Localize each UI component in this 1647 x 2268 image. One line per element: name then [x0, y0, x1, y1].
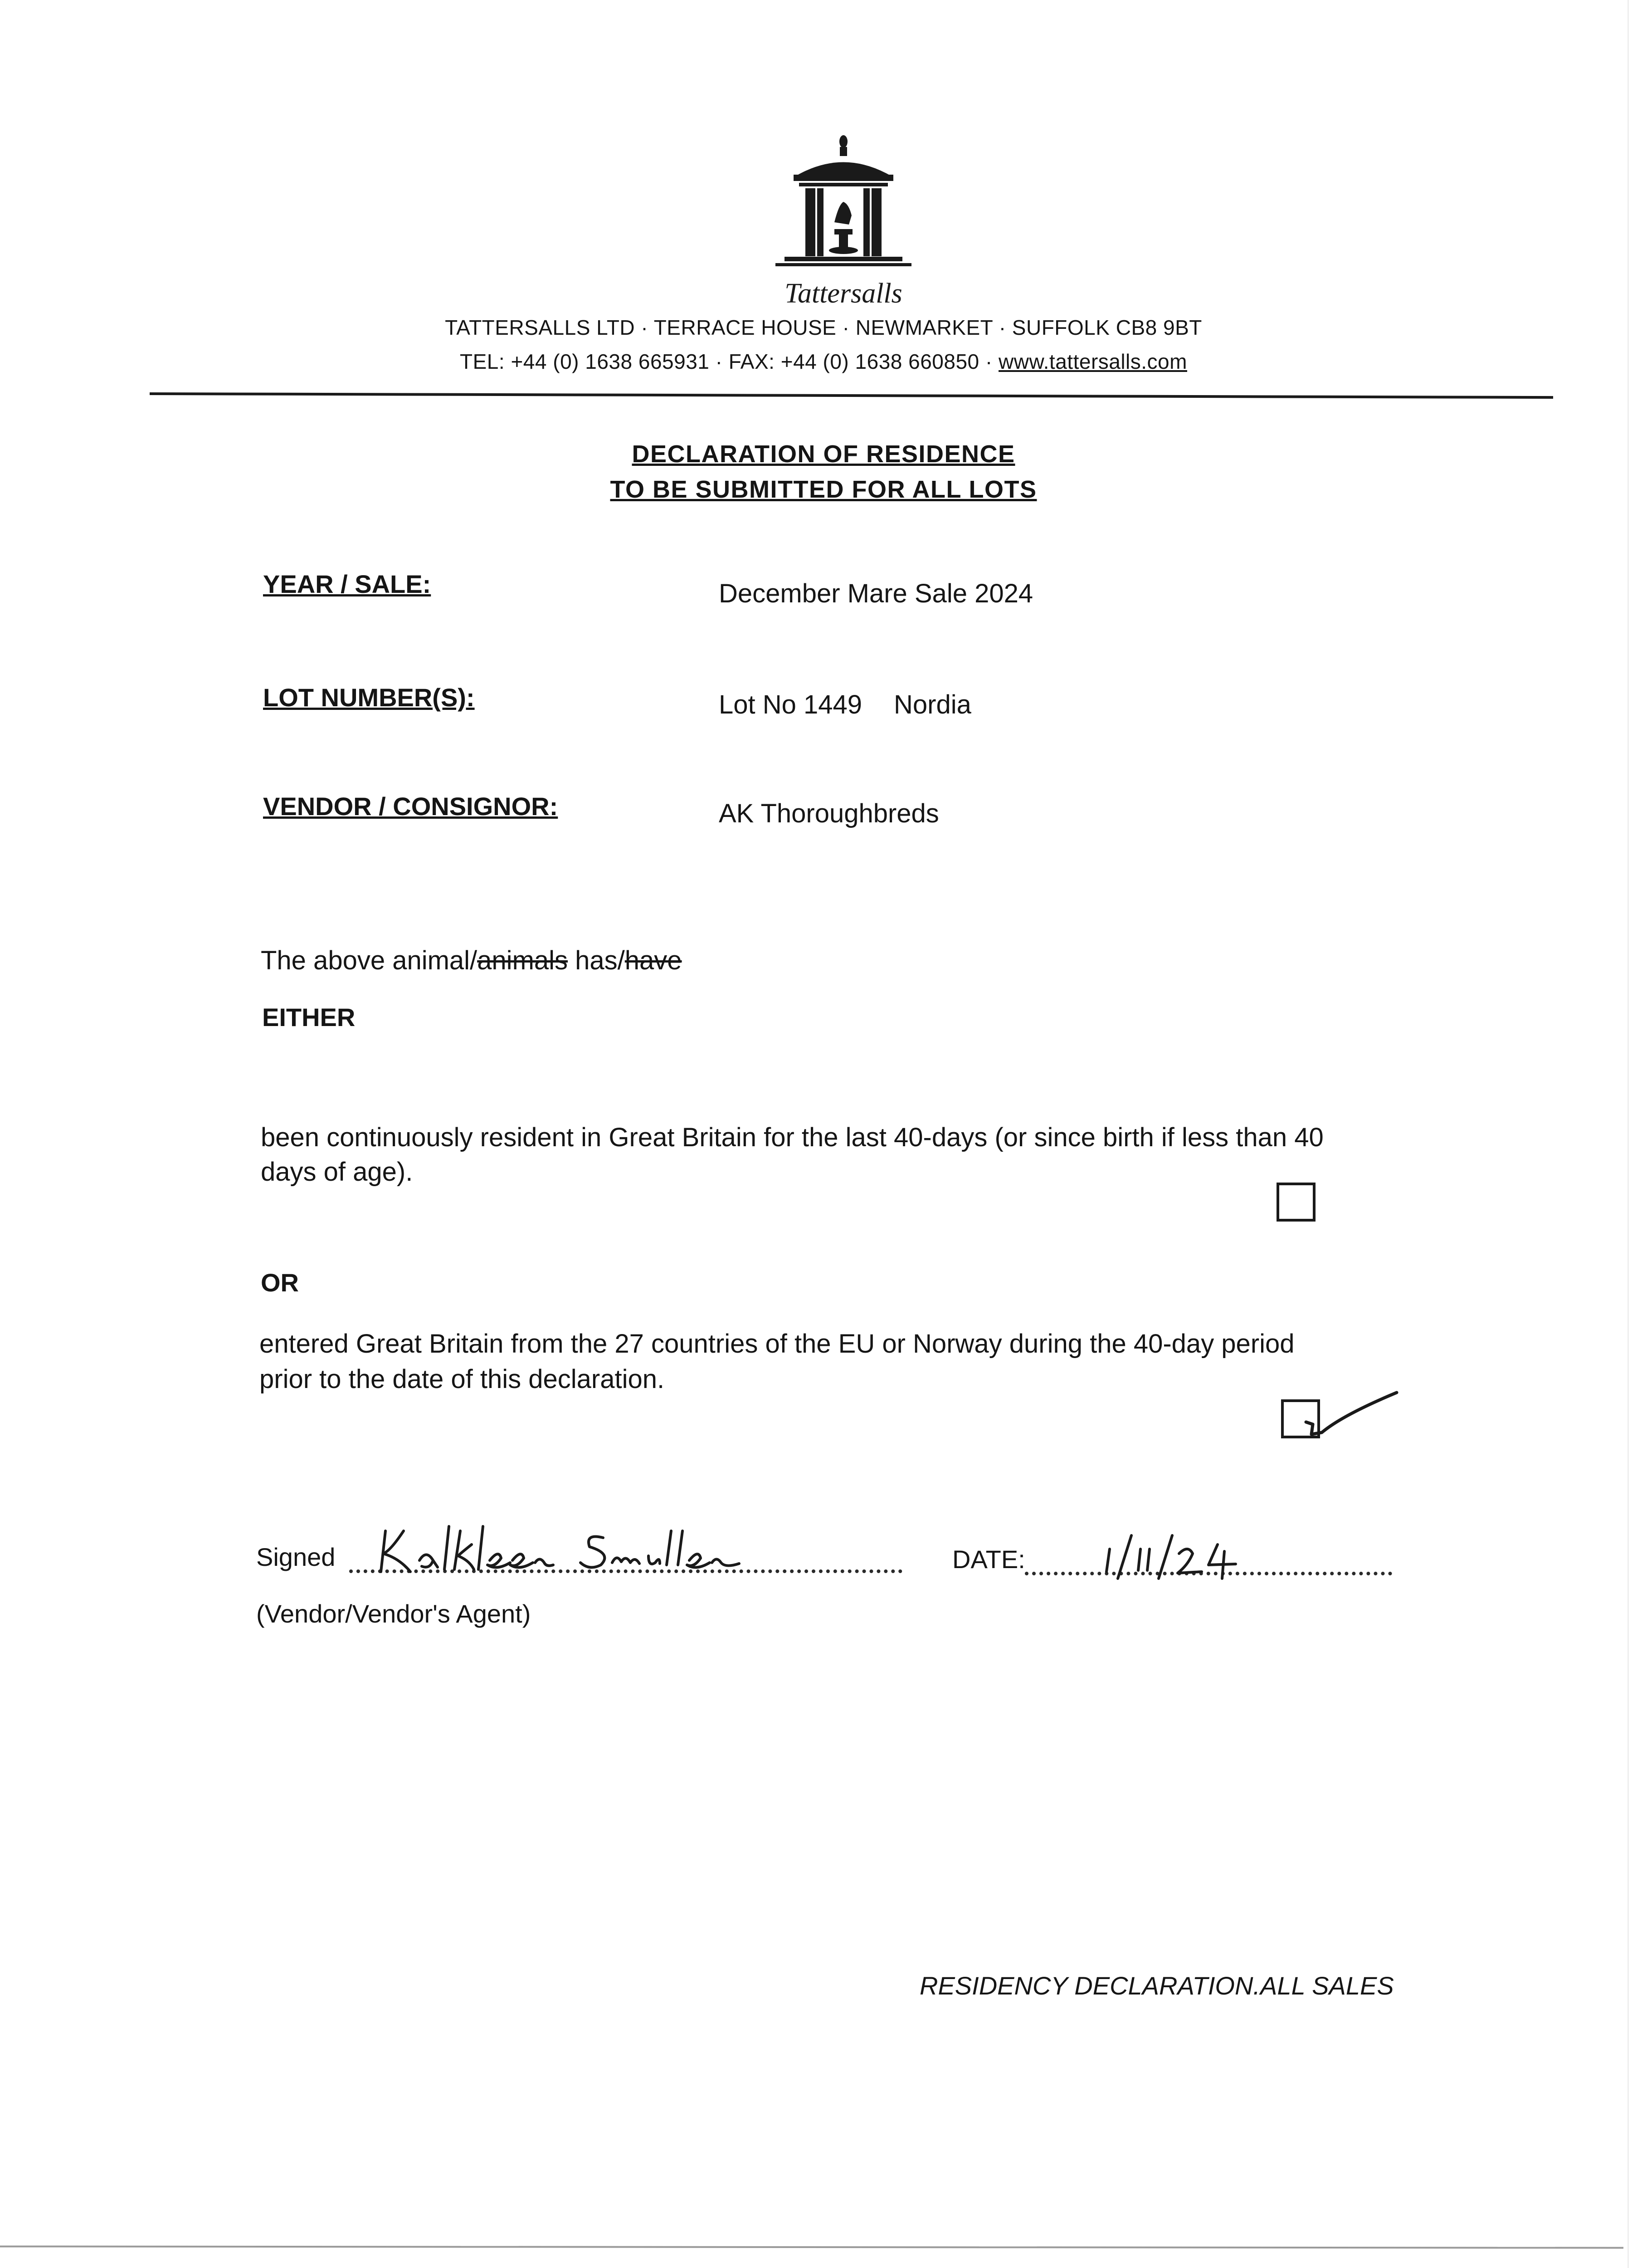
form-reference: RESIDENCY DECLARATION.ALL SALES	[920, 1971, 1394, 2000]
vendor-label: VENDOR / CONSIGNOR:	[263, 792, 558, 821]
role-label: (Vendor/Vendor's Agent)	[256, 1599, 531, 1628]
option1-checkbox[interactable]	[1277, 1183, 1316, 1222]
page-edge	[1628, 0, 1629, 2268]
option1-line2: days of age).	[261, 1157, 413, 1187]
lot-numbers-label: LOT NUMBER(S):	[263, 683, 475, 712]
check-mark-icon	[1288, 1379, 1401, 1452]
signed-label: Signed	[256, 1543, 336, 1571]
or-label: OR	[261, 1268, 299, 1297]
lot-horse-name: Nordia	[894, 690, 971, 719]
intro-text-2: has/	[568, 946, 625, 975]
company-address: TATTERSALLS LTD · TERRACE HOUSE · NEWMARKET · SUFFOLK CB8 9BT	[445, 316, 1202, 339]
lot-number: Lot No 1449	[719, 690, 862, 719]
handwritten-date	[1100, 1529, 1249, 1583]
either-label: EITHER	[262, 1003, 356, 1031]
vendor-value: AK Thoroughbreds	[719, 799, 939, 828]
year-sale-value: December Mare Sale 2024	[719, 579, 1033, 608]
header-divider	[150, 392, 1553, 399]
lot-numbers-value	[719, 689, 971, 720]
intro-text-1: The above animal/	[261, 946, 478, 975]
vendor-signature	[376, 1513, 794, 1581]
contact-numbers: TEL: +44 (0) 1638 665931 · FAX: +44 (0) 1638 660850 ·	[460, 350, 999, 373]
option1-line1: been continuously resident in Great Britain for the last 40-days (or since birth if less than 40	[261, 1123, 1324, 1152]
date-label: DATE:	[952, 1545, 1025, 1574]
intro-struck-have: have	[624, 946, 682, 975]
document-subtitle: TO BE SUBMITTED FOR ALL LOTS	[610, 476, 1037, 503]
brand-name: Tattersalls	[785, 278, 902, 309]
year-sale-label: YEAR / SALE:	[263, 570, 431, 598]
page-bottom-rule	[0, 2245, 1623, 2248]
intro-struck-animals: animals	[477, 946, 568, 975]
statement-intro	[261, 943, 682, 978]
company-contact	[0, 349, 1647, 374]
option2-line1: entered Great Britain from the 27 countries of the EU or Norway during the 40-day period	[259, 1329, 1295, 1359]
tattersalls-logo	[766, 132, 921, 281]
website-link[interactable]: www.tattersalls.com	[999, 350, 1187, 373]
document-title: DECLARATION OF RESIDENCE	[632, 440, 1015, 468]
option2-line2: prior to the date of this declaration.	[259, 1364, 665, 1394]
